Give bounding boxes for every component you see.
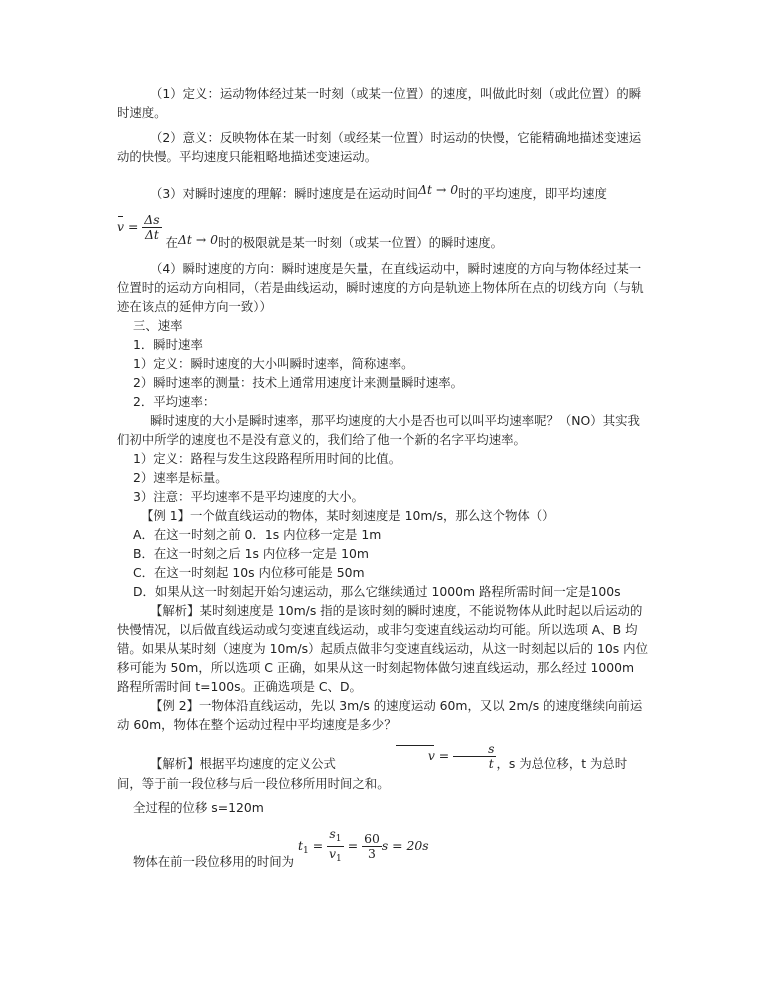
paragraph-average-speed: 瞬时速度的大小是瞬时速率，那平均速度的大小是否也可以叫平均速率呢？（NO）其实我们初中所学的速度也不是没有意义的，我们给了他一个新的名字平均速率。 [117,413,640,447]
fraction-denominator: Δt [144,227,159,242]
fraction-s1: $s_1$ [327,827,344,847]
formula-t1 [298,827,429,866]
fraction-v1: $v_1$ [329,846,342,864]
understanding-text-b: 时的平均速度，即平均速度 [458,186,607,201]
first-segment-time [117,827,650,872]
equals-symbol-4: = [347,838,359,853]
heading-speed: 三、速率 [133,318,183,333]
fraction-60: 60 [364,831,380,846]
equals-symbol-3: = [312,838,324,853]
instant-speed-definition: 1）定义：瞬时速度的大小叫瞬时速率，简称速率。 [133,356,414,371]
example-1-question: 【例 1】一个做直线运动的物体，某时刻速度是 10m/s，那么这个物体（） [141,508,555,523]
t1-symbol: $t_1$ [298,838,309,856]
analysis-text-b: ，s 为总位移，t 为总时间，等于前一段位移与后一段位移所用时间之和。 [117,756,628,791]
average-speed-definition: 1）定义：路程与发生这段路程所用时间的比值。 [133,451,402,466]
fraction-3: 3 [368,846,376,861]
formula-v-equals-s-over-t [362,742,497,771]
fraction-t: t [488,756,494,771]
example-1-option-a: A．在这一时刻之前 0．1s 内位移一定是 1m [133,527,382,542]
formula-average-velocity [117,213,162,242]
fraction-ds-dt [142,213,161,242]
fraction-60-3 [362,832,382,861]
limit-text-wrapper [165,232,504,250]
limit-text-a: 在 [165,235,178,250]
limit-text-b: 时的极限就是某一时刻（或某一位置）的瞬时速度。 [218,235,504,250]
heading-instant-speed: 1．瞬时速率 [133,337,203,352]
example-1-option-b: B．在这一时刻之后 1s 内位移一定是 10m [133,546,369,561]
formula-dt-to-zero-2: Δt → 0 [177,232,219,247]
equals-symbol: = [127,219,139,234]
example-1-option-c: C．在这一时刻起 10s 内位移可能是 50m [133,565,365,580]
paragraph-direction: （4）瞬时速度的方向：瞬时速度是矢量，在直线运动中，瞬时速度的方向与物体经过某一位置时的运动方向相同，（若是曲线运动，瞬时速度的方向是轨迹上物体所在点的切线方向（与轨迹在该点的延伸方向一致）） [117,261,644,314]
analysis-text-a: 【解析】根据平均速度的定义公式 [150,756,336,771]
v-bar-symbol: v [117,217,124,237]
fraction-numerator: Δs [144,212,160,227]
formula-dt-to-zero: Δt → 0 [418,182,459,197]
example-1-analysis: 【解析】某时刻速度是 10m/s 指的是该时刻的瞬时速度，不能说物体从此时起以后运动的快慢情况，以后做直线运动或匀变速直线运动，或非匀变速直线运动均可能。所以选项 A、B 均错。如果从某时刻（速度为 10m/s）起质点做非匀变速直线运动，从这一时刻起以后的 10s 内位移可能为 50m，所以选项 C 正确，如果从这一时刻起物体做匀速直线运动，那么经过 1000m 路程所需时间 t=100s。正确选项是 C、D。 [117,603,648,694]
understanding-text-a: （3）对瞬时速度的理解：瞬时速度是在运动时间 [150,186,419,201]
paragraph-limit [117,213,650,253]
formula-result: s = 20s [381,838,429,853]
total-displacement: 全过程的位移 s=120m [133,800,264,815]
equals-symbol-2: = [438,748,450,763]
average-speed-note: 3）注意：平均速率不是平均速度的大小。 [133,489,364,504]
paragraph-definition: （1）定义：运动物体经过某一时刻（或某一位置）的速度，叫做此时刻（或此位置）的瞬时速度。 [117,86,642,120]
fraction-s-t [453,742,496,771]
example-2-analysis [117,742,650,794]
first-segment-text: 物体在前一段位移用的时间为 [133,854,295,869]
fraction-s: s [453,742,496,757]
paragraph-understanding [117,180,650,203]
fraction-s1-v1 [327,827,344,866]
document-page [117,84,650,872]
paragraph-meaning: （2）意义：反映物体在某一时刻（或经某一位置）时运动的快慢，它能精确地描述变速运动的快慢。平均速度只能粗略地描述变速运动。 [117,130,642,164]
instant-speed-measure: 2）瞬时速率的测量：技术上通常用速度计来测量瞬时速率。 [133,375,464,390]
example-2-question: 【例 2】一物体沿直线运动，先以 3m/s 的速度运动 60m，又以 2m/s 的速度继续向前运动 60m，物体在整个运动过程中平均速度是多少？ [117,698,643,732]
average-speed-scalar: 2）速率是标量。 [133,470,228,485]
heading-average-speed: 2．平均速率： [133,394,216,409]
v-bar-symbol-2: v [395,746,435,766]
example-1-option-d: D．如果从这一时刻起开始匀速运动，那么它继续通过 1000m 路程所需时间一定是100s [133,584,621,599]
